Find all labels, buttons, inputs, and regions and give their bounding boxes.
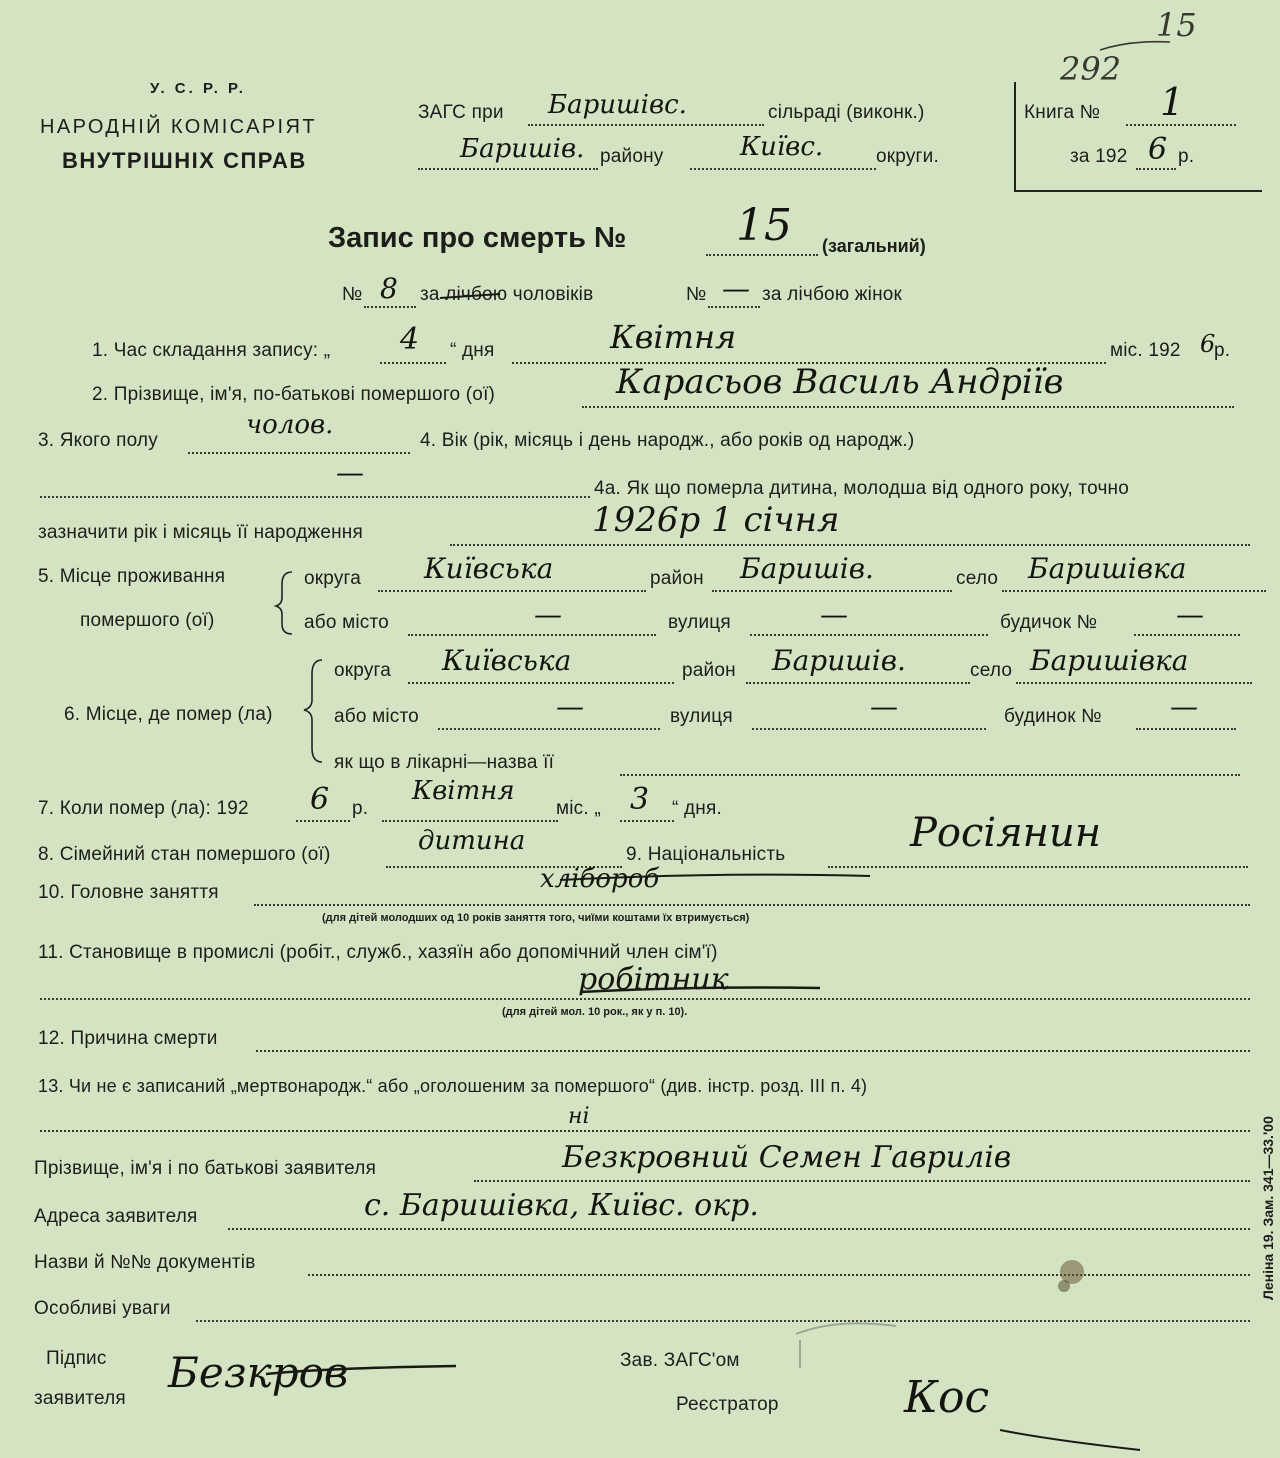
f10-label: 10. Головне заняття xyxy=(38,882,219,903)
f10-note: (для дітей молодших од 10 років заняття того, чиїми коштами їх втримується) xyxy=(322,912,750,924)
f3-value: чолов. xyxy=(246,410,334,440)
zags-prefix: ЗАГС при xyxy=(418,102,504,123)
f8-label: 8. Сімейний стан помершого (ої) xyxy=(38,844,331,865)
book-year-digit: 6 xyxy=(1148,132,1168,167)
declarant-signature: Безкров xyxy=(168,1348,349,1397)
district-value: Баришів. xyxy=(460,134,585,164)
printer-note: Леніна 19. Зам. 341—33.'00 xyxy=(1260,1116,1276,1300)
f6-okruga-value: Київська xyxy=(442,644,572,677)
f13-label: 13. Чи не є записаний „мертвонародж.“ або „оголошеним за помершого“ (див. інстр. розд. III п. 4) xyxy=(38,1076,868,1096)
f4a-label2: зазначити рік і місяць її народження xyxy=(38,522,363,543)
ministry-line-2: ВНУТРІШНІХ СПРАВ xyxy=(62,148,307,173)
f7-r: р. xyxy=(352,798,369,819)
okruga-value: Київс. xyxy=(740,132,824,162)
f6-misto-value: — xyxy=(556,690,584,723)
book-number: 1 xyxy=(1160,80,1185,124)
f2-label: 2. Прізвище, ім'я, по-батькові помершого (ої) xyxy=(92,384,496,405)
district-suffix: району xyxy=(600,146,664,167)
women-number: — xyxy=(722,272,750,305)
f5-raion-value: Баришів. xyxy=(740,552,874,585)
f6-vulytsia-value: — xyxy=(870,690,898,723)
f3-label: 3. Якого полу xyxy=(38,430,158,451)
f1-label: 1. Час складання запису: „ xyxy=(92,340,331,361)
f5-okruga-label: округа xyxy=(304,568,362,589)
record-number: 15 xyxy=(736,200,792,251)
f6-likarnia-label: як що в лікарні—назва її xyxy=(334,752,555,773)
f5-budynok-label: будичок № xyxy=(1000,612,1098,633)
f6-okruga-label: округа xyxy=(334,660,392,681)
country-header: У. С. Р. Р. xyxy=(150,80,246,97)
year-prefix: за 192 xyxy=(1070,146,1128,167)
f4a-label: 4а. Як що померла дитина, молодша від одного року, точно xyxy=(594,478,1130,499)
f1-year: 6 xyxy=(1200,330,1216,358)
f1-mid: “ дня xyxy=(450,340,495,361)
f12-label: 12. Причина смерти xyxy=(38,1028,218,1049)
corner-number-2: 15 xyxy=(1156,6,1197,44)
f8-value: дитина xyxy=(418,826,526,856)
women-prefix: № xyxy=(686,284,707,305)
f4a-value: 1926р 1 січня xyxy=(592,500,840,540)
f7-mis: міс. „ xyxy=(556,798,601,819)
corner-number-1: 292 xyxy=(1060,50,1122,88)
signature-label-1: Підпис xyxy=(46,1348,107,1369)
f7-year: 6 xyxy=(310,782,330,817)
f5-selo-value: Баришівка xyxy=(1028,552,1187,585)
f6-budynok-label: будинок № xyxy=(1004,706,1102,727)
f7-day: 3 xyxy=(630,782,650,817)
f6-vulytsia-label: вулиця xyxy=(670,706,733,727)
f7-label: 7. Коли помер (ла): 192 xyxy=(38,798,249,819)
f6-budynok-value: — xyxy=(1170,690,1198,723)
f5-raion-label: район xyxy=(650,568,704,589)
f5-selo-label: село xyxy=(956,568,999,589)
f5-vulytsia-value: — xyxy=(820,598,848,631)
f10-value: хлібороб xyxy=(540,864,660,894)
f1-day: 4 xyxy=(400,322,420,357)
council-suffix: сільраді (виконк.) xyxy=(768,102,925,123)
f6-label: 6. Місце, де помер (ла) xyxy=(64,704,273,725)
f6-raion-label: район xyxy=(682,660,736,681)
f6-misto-label: або місто xyxy=(334,706,419,727)
address-label: Адреса заявителя xyxy=(34,1206,198,1227)
f11-value: робітник xyxy=(578,962,729,997)
f5-misto-label: або місто xyxy=(304,612,389,633)
head-label: Зав. ЗАГС'ом xyxy=(620,1350,740,1371)
f9-label: 9. Національність xyxy=(626,844,786,865)
f5-budynok-value: — xyxy=(1176,598,1204,631)
address-value: с. Баришівка, Київс. окр. xyxy=(364,1188,759,1223)
f6-selo-label: село xyxy=(970,660,1013,681)
ministry-line-1: НАРОДНІЙ КОМІСАРІЯТ xyxy=(40,116,317,138)
okruga-suffix: округи. xyxy=(876,146,939,167)
signature-label-2: заявителя xyxy=(34,1388,126,1409)
registrar-signature: Кос xyxy=(904,1372,990,1423)
f13-value: ні xyxy=(568,1104,590,1129)
f5-misto-value: — xyxy=(534,598,562,631)
women-label: за лічбою жінок xyxy=(762,284,903,305)
f5-label-1: 5. Місце проживання xyxy=(38,566,226,587)
f1-suffix: міс. 192 xyxy=(1110,340,1181,361)
f9-value: Росіянин xyxy=(910,810,1102,856)
record-general: (загальний) xyxy=(822,236,926,256)
f5-okruga-value: Київська xyxy=(424,552,554,585)
f6-raion-value: Баришів. xyxy=(772,644,906,677)
men-label: за лічбою чоловіків xyxy=(420,284,594,305)
f1-month: Квітня xyxy=(610,318,737,356)
declarant-value: Безкровний Семен Гаврилів xyxy=(562,1140,1012,1175)
f11-label: 11. Становище в промислі (робіт., служб., хазяїн або допомічний член сім'ї) xyxy=(38,942,718,963)
f4-value: — xyxy=(336,456,364,489)
f6-selo-value: Баришівка xyxy=(1030,644,1189,677)
year-suffix: р. xyxy=(1178,146,1195,167)
f5-vulytsia-label: вулиця xyxy=(668,612,731,633)
notes-label: Особливі уваги xyxy=(34,1298,171,1319)
book-label: Книга № xyxy=(1024,102,1101,123)
f7-month: Квітня xyxy=(412,776,515,806)
men-number: 8 xyxy=(380,272,398,305)
record-title: Запис про смерть № xyxy=(328,222,627,254)
docs-label: Назви й №№ документів xyxy=(34,1252,256,1273)
men-prefix: № xyxy=(342,284,363,305)
f7-end: “ дня. xyxy=(672,798,722,819)
f2-value: Карасьов Василь Андріїв xyxy=(616,362,1064,402)
f11-note: (для дітей мол. 10 рок., як у п. 10). xyxy=(502,1006,688,1018)
declarant-label: Прізвище, ім'я і по батькові заявителя xyxy=(34,1158,377,1179)
f5-label-2: помершого (ої) xyxy=(80,610,215,631)
registrar-label: Реєстратор xyxy=(676,1394,779,1415)
f4-label: 4. Вік (рік, місяць і день народж., або років од народж.) xyxy=(420,430,915,451)
village-council-value: Баришівс. xyxy=(548,90,687,120)
f1-end: р. xyxy=(1214,340,1231,361)
